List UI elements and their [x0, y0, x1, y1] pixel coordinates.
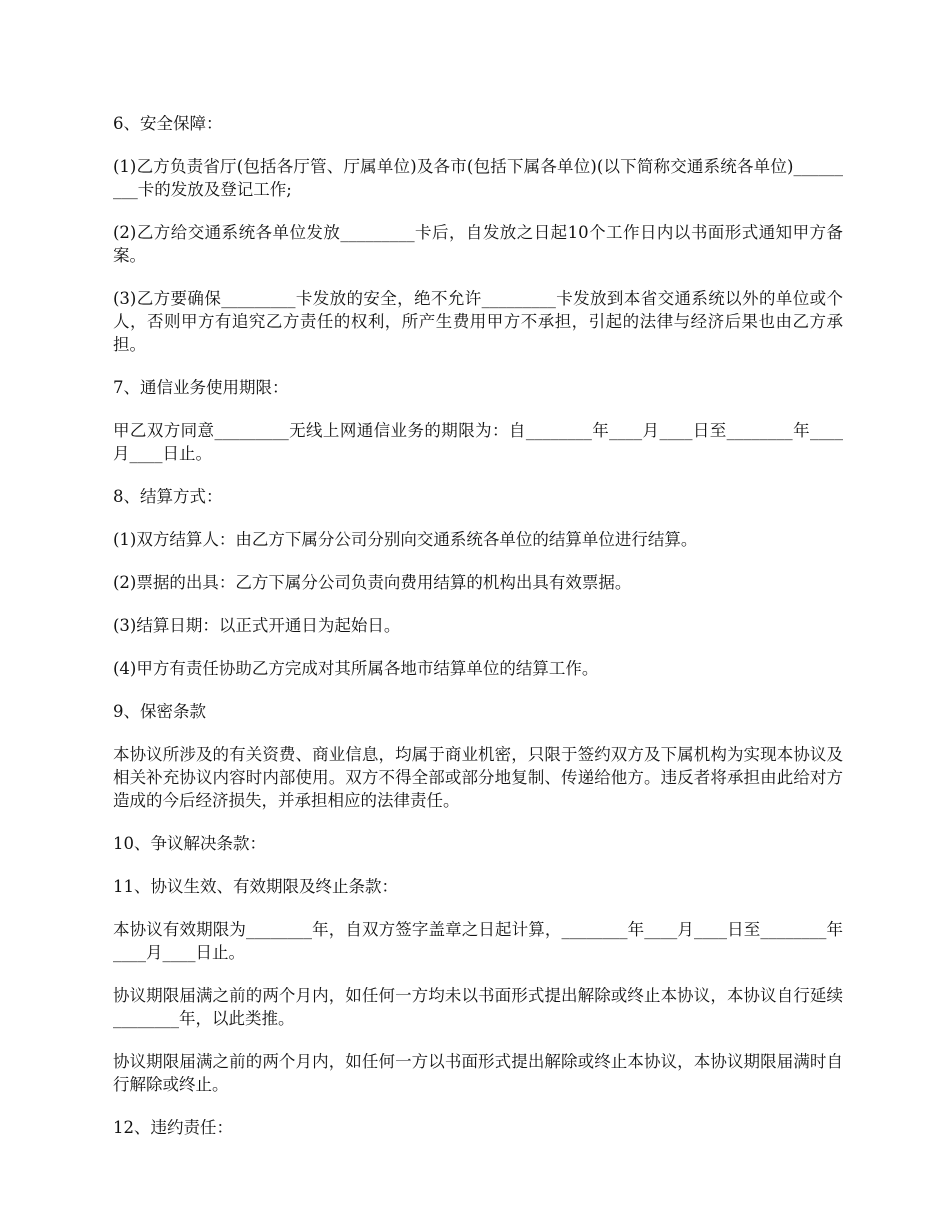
section-heading-service-term: 7、通信业务使用期限：	[113, 378, 289, 397]
section-heading-validity: 11、协议生效、有效期限及终止条款：	[113, 877, 398, 896]
paragraph-security-3: (3)乙方要确保_________卡发放的安全，绝不允许_________卡发放到本省交通系统以外的单位或个人，否则甲方有追究乙方责任的权利，所产生费用甲方不承担，引起的法律与经济后果也由乙方承担。	[113, 289, 843, 354]
paragraph-settlement-4: (4)甲方有责任协助乙方完成对其所属各地市结算单位的结算工作。	[113, 659, 599, 678]
paragraph-security-1: (1)乙方负责省厅(包括各厅管、厅属单位)及各市(包括下属各单位)(以下简称交通系统各单位)_________卡的发放及登记工作;	[113, 157, 843, 199]
section-heading-liability: 12、违约责任：	[113, 1118, 233, 1137]
paragraph-validity-2: 协议期限届满之前的两个月内，如任何一方均未以书面形式提出解除或终止本协议，本协议自行延续________年，以此类推。	[113, 986, 843, 1028]
paragraph-confidentiality: 本协议所涉及的有关资费、商业信息，均属于商业机密，只限于签约双方及下属机构为实现本协议及相关补充协议内容时内部使用。双方不得全部或部分地复制、传递给他方。违反者将承担由此给对方造成的今后经济损失，并承担相应的法律责任。	[113, 745, 843, 810]
paragraph-settlement-1: (1)双方结算人：由乙方下属分公司分别向交通系统各单位的结算单位进行结算。	[113, 530, 698, 549]
paragraph-security-2: (2)乙方给交通系统各单位发放_________卡后，自发放之日起10个工作日内以书面形式通知甲方备案。	[113, 223, 843, 265]
section-heading-settlement: 8、结算方式：	[113, 487, 223, 506]
paragraph-validity-1: 本协议有效期限为________年，自双方签字盖章之日起计算，________年____月____日至________年____月____日止。	[113, 920, 843, 962]
paragraph-validity-3: 协议期限届满之前的两个月内，如任何一方以书面形式提出解除或终止本协议，本协议期限届满时自行解除或终止。	[113, 1052, 843, 1094]
section-heading-dispute: 10、争议解决条款：	[113, 834, 266, 853]
section-heading-security: 6、安全保障：	[113, 114, 223, 133]
paragraph-service-term: 甲乙双方同意_________无线上网通信业务的期限为：自________年____月____日至________年____月____日止。	[113, 421, 843, 463]
document-page	[113, 112, 843, 1159]
paragraph-settlement-3: (3)结算日期：以正式开通日为起始日。	[113, 616, 401, 635]
section-heading-confidentiality: 9、保密条款	[113, 702, 206, 721]
paragraph-settlement-2: (2)票据的出具：乙方下属分公司负责向费用结算的机构出具有效票据。	[113, 573, 632, 592]
